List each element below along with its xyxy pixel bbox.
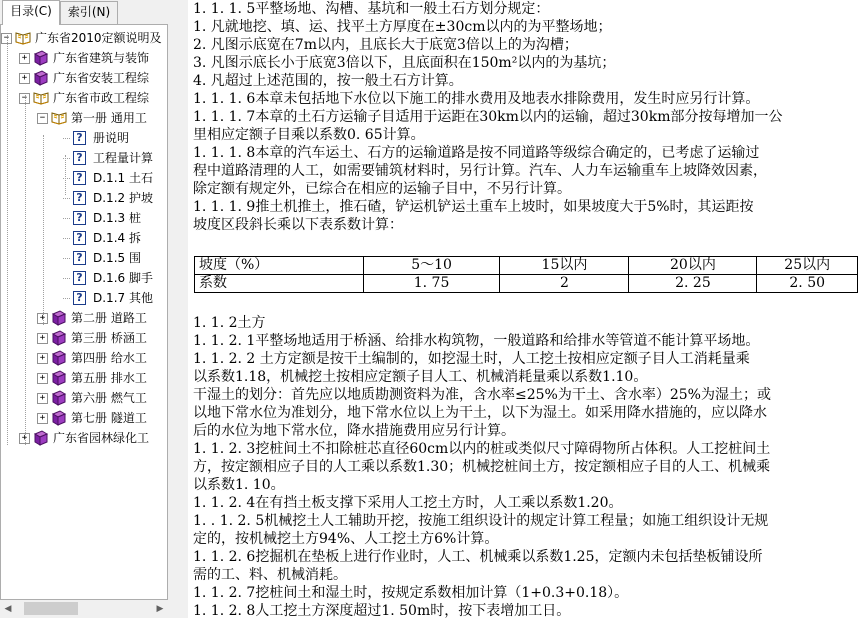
expand-icon[interactable]: + [37, 333, 48, 344]
book-icon [51, 330, 67, 346]
tree-connector [65, 155, 66, 195]
content-line: 以系数1. 10。 [193, 477, 285, 493]
tree-item[interactable] [1, 188, 168, 208]
tree-item[interactable] [1, 208, 168, 228]
book-icon [51, 350, 67, 366]
tree-item-label: 广东省安装工程综 [53, 71, 150, 85]
scroll-right-arrow-icon[interactable]: ▶ [156, 604, 164, 614]
content-line: 1. 1. 1. 8本章的汽车运土、石方的运输道路是按不同道路等级综合确定的，已考虑了运输过 [193, 145, 760, 161]
tree-item-label: D.1.7 其他 [93, 291, 153, 305]
tree-item-label: 广东省园林绿化工 [53, 431, 150, 445]
content-line: 除定额有规定外，已综合在相应的运输子目中，不另行计算。 [193, 181, 571, 197]
table-cell: 5～10 [363, 257, 500, 275]
content-line: 1. 1. 1. 9推土机推土，推石碴，铲运机铲运土重车上坡时，如果坡度大于5%时，其运距按 [193, 199, 754, 215]
book-icon [33, 430, 49, 446]
tree-item-label: D.1.2 护坡 [93, 191, 153, 205]
book-icon [33, 70, 49, 86]
table-cell: 2 [500, 275, 629, 293]
tree-item[interactable] [1, 88, 168, 108]
book-icon [51, 370, 67, 386]
expand-icon[interactable]: + [19, 433, 30, 444]
content-line: 1. 1. 2土方 [193, 315, 266, 331]
content-line: 以系数1.18，机械挖土按相应定额子目人工、机械消耗量乘以系数1.10。 [193, 369, 648, 385]
pane-splitter[interactable] [180, 0, 188, 618]
help-page-icon: ? [73, 251, 86, 265]
book-icon [51, 310, 67, 326]
tree-item[interactable] [1, 48, 168, 68]
tree-connector [63, 258, 70, 259]
content-line: 1. . 1. 2. 5机械挖土人工辅助开挖，按施工组织设计的规定计算工程量；如施工组织设计无规 [193, 513, 769, 529]
tree-item-label: 第三册 桥涵工 [71, 331, 147, 345]
tree-item-label: 广东省2010定额说明及 [35, 31, 162, 45]
scrollbar-thumb[interactable] [24, 602, 78, 615]
help-page-icon: ? [73, 191, 86, 205]
tree-connector [63, 138, 70, 139]
expand-icon[interactable]: + [37, 313, 48, 324]
content-line: 1. 1. 2. 8人工挖土方深度超过1. 50m时，按下表增加工日。 [193, 603, 571, 618]
tree-item-label: D.1.1 土石 [93, 171, 153, 185]
help-page-icon: ? [73, 231, 86, 245]
table-cell: 2. 25 [629, 275, 757, 293]
tree-item-label: 第五册 排水工 [71, 371, 147, 385]
tree-connector [63, 198, 70, 199]
table-row [195, 275, 858, 293]
help-page-icon: ? [73, 291, 86, 305]
help-page-icon: ? [73, 171, 86, 185]
content-line: 1. 1. 2. 2 土方定额是按干土编制的，如挖湿土时，人工挖土按相应定额子目人工消耗量乘 [193, 351, 750, 367]
content-line: 里相应定额子目乘以系数0. 65计算。 [193, 127, 425, 143]
tree-item-label: 册说明 [93, 131, 130, 145]
tree-connector [63, 218, 70, 219]
help-page-icon: ? [73, 151, 86, 165]
content-line: 1. 凡就地挖、填、运、找平土方厚度在±30cm以内的为平整场地； [193, 19, 612, 35]
tree-connector [25, 95, 26, 445]
table-cell: 系数 [195, 275, 364, 293]
tab-index[interactable]: 索引(N) [60, 1, 118, 24]
book-open-icon [51, 110, 67, 126]
table-header-row [195, 257, 858, 275]
content-line: 4. 凡超过上述范围的，按一般土石方计算。 [193, 73, 463, 89]
tree-item[interactable] [1, 288, 168, 308]
tree-item[interactable] [1, 128, 168, 148]
tree-item-label: 第四册 给水工 [71, 351, 147, 365]
tree-item-label: 第二册 道路工 [71, 311, 147, 325]
tree-connector [43, 135, 44, 325]
content-line: 以地下常水位为准划分，地下常水位以上为干土，以下为湿土。如采用降水措施的，应以降水 [193, 405, 767, 421]
table-cell: 坡度（%） [195, 257, 364, 275]
document-content [188, 0, 858, 618]
slope-coefficient-table [194, 256, 858, 293]
tree-item[interactable] [1, 68, 168, 88]
collapse-icon[interactable]: − [37, 113, 48, 124]
scroll-left-arrow-icon[interactable]: ◀ [4, 604, 12, 614]
expand-icon[interactable]: + [19, 73, 30, 84]
content-line: 1. 1. 2. 6挖掘机在垫板上进行作业时，人工、机械乘以系数1.25，定额内未包括垫板铺设所 [193, 549, 763, 565]
tree-item[interactable] [1, 348, 168, 368]
help-page-icon: ? [73, 131, 86, 145]
collapse-icon[interactable]: − [1, 33, 12, 44]
tree-item-label: 广东省建筑与装饰 [53, 51, 150, 65]
tree-item[interactable] [1, 268, 168, 288]
tree-item-label: D.1.5 围 [93, 251, 141, 265]
tree-item[interactable] [1, 228, 168, 248]
table-cell: 15以内 [500, 257, 629, 275]
tree-item[interactable] [1, 168, 168, 188]
content-line: 1. 1. 2. 3挖桩间土不扣除桩芯直径60cm以内的桩或类似尺寸障碍物所占体积。人工挖桩间土 [193, 441, 771, 457]
content-line: 1. 1. 2. 4在有挡土板支撑下采用人工挖土方时，人工乘以系数1.20。 [193, 495, 623, 511]
tree-horizontal-scrollbar[interactable] [0, 600, 168, 618]
tree-item[interactable] [1, 108, 168, 128]
tab-contents[interactable]: 目录(C) [2, 0, 60, 25]
table-cell: 20以内 [629, 257, 757, 275]
expand-icon[interactable]: + [37, 373, 48, 384]
tree-item[interactable] [1, 388, 168, 408]
content-line: 坡度区段斜长乘以下表系数计算： [193, 217, 403, 233]
tree-item-label: D.1.3 桩 [93, 211, 141, 225]
content-line: 1. 1. 1. 7本章的土石方运输子目适用于运距在30km以内的运输，超过30km部分按每增加一公 [193, 109, 783, 125]
help-page-icon: ? [73, 271, 86, 285]
expand-icon[interactable]: + [19, 53, 30, 64]
content-line: 1. 1. 1. 5平整场地、沟槽、基坑和一般土石方划分规定： [193, 1, 550, 17]
tree-item-label: 广东省市政工程综 [53, 91, 150, 105]
book-icon [51, 410, 67, 426]
tree-item-label: 第七册 隧道工 [71, 411, 147, 425]
book-icon [33, 50, 49, 66]
tree-item[interactable] [1, 328, 168, 348]
expand-icon[interactable]: + [37, 353, 48, 364]
content-line: 干湿土的划分：首先应以地质勘测资料为准，含水率≤25%为干土、含水率）25%为湿土；或 [193, 387, 771, 403]
tree-item[interactable] [1, 428, 168, 448]
tree-item-label: D.1.6 脚手 [93, 271, 153, 285]
expand-icon[interactable]: + [37, 413, 48, 424]
content-line: 定的，按机械挖土方94%、人工挖土方6%计算。 [193, 531, 499, 547]
tree-connector [63, 278, 70, 279]
content-line: 1. 1. 2. 7挖桩间土和湿土时，按规定系数相加计算（1+0.3+0.18）。 [193, 585, 629, 601]
content-line: 后的水位为地下常水位，降水措施费用应另行计算。 [193, 423, 515, 439]
book-icon [51, 390, 67, 406]
book-open-icon [15, 30, 31, 46]
tree-item[interactable] [1, 248, 168, 268]
content-line: 需的工、料、机械消耗。 [193, 567, 347, 583]
contents-tree[interactable] [0, 24, 168, 600]
navigation-pane [0, 0, 180, 618]
table-cell: 2. 50 [757, 275, 858, 293]
tree-item-label: 工程量计算 [93, 151, 154, 165]
content-line: 程中道路清理的人工，如需要铺筑材料时，另行计算。汽车、人力车运输重车上坡降效因素， [193, 163, 767, 179]
tree-item[interactable] [1, 308, 168, 328]
content-line: 方，按定额相应子目的人工乘以系数1.30；机械挖桩间土方，按定额相应子目的人工、机械乘 [193, 459, 771, 475]
tree-item[interactable] [1, 408, 168, 428]
table-cell: 1. 75 [363, 275, 500, 293]
tree-item[interactable] [1, 28, 168, 48]
tree-item-label: 第一册 通用工 [71, 111, 147, 125]
table-cell: 25以内 [757, 257, 858, 275]
content-line: 1. 1. 1. 6本章未包括地下水位以下施工的排水费用及地表水排除费用，发生时应另行计算。 [193, 91, 760, 107]
content-line: 1. 1. 2. 1平整场地适用于桥涵、给排水构筑物，一般道路和给排水等管道不能计算平场地。 [193, 333, 760, 349]
collapse-icon[interactable]: − [19, 93, 30, 104]
tree-item-label: 第六册 燃气工 [71, 391, 147, 405]
tree-item-label: D.1.4 拆 [93, 231, 141, 245]
expand-icon[interactable]: + [37, 393, 48, 404]
help-page-icon: ? [73, 211, 86, 225]
tree-item[interactable] [1, 368, 168, 388]
tree-connector [63, 238, 70, 239]
content-line: 3. 凡图示底长小于底宽3倍以下，且底面积在150m²以内的为基坑； [193, 55, 616, 71]
tree-connector [63, 298, 70, 299]
tree-item[interactable] [1, 148, 168, 168]
tree-connector [7, 35, 8, 445]
tab-bar [0, 0, 180, 24]
book-open-icon [33, 90, 49, 106]
content-line: 2. 凡图示底宽在7m以内，且底长大于底宽3倍以上的为沟槽； [193, 37, 578, 53]
